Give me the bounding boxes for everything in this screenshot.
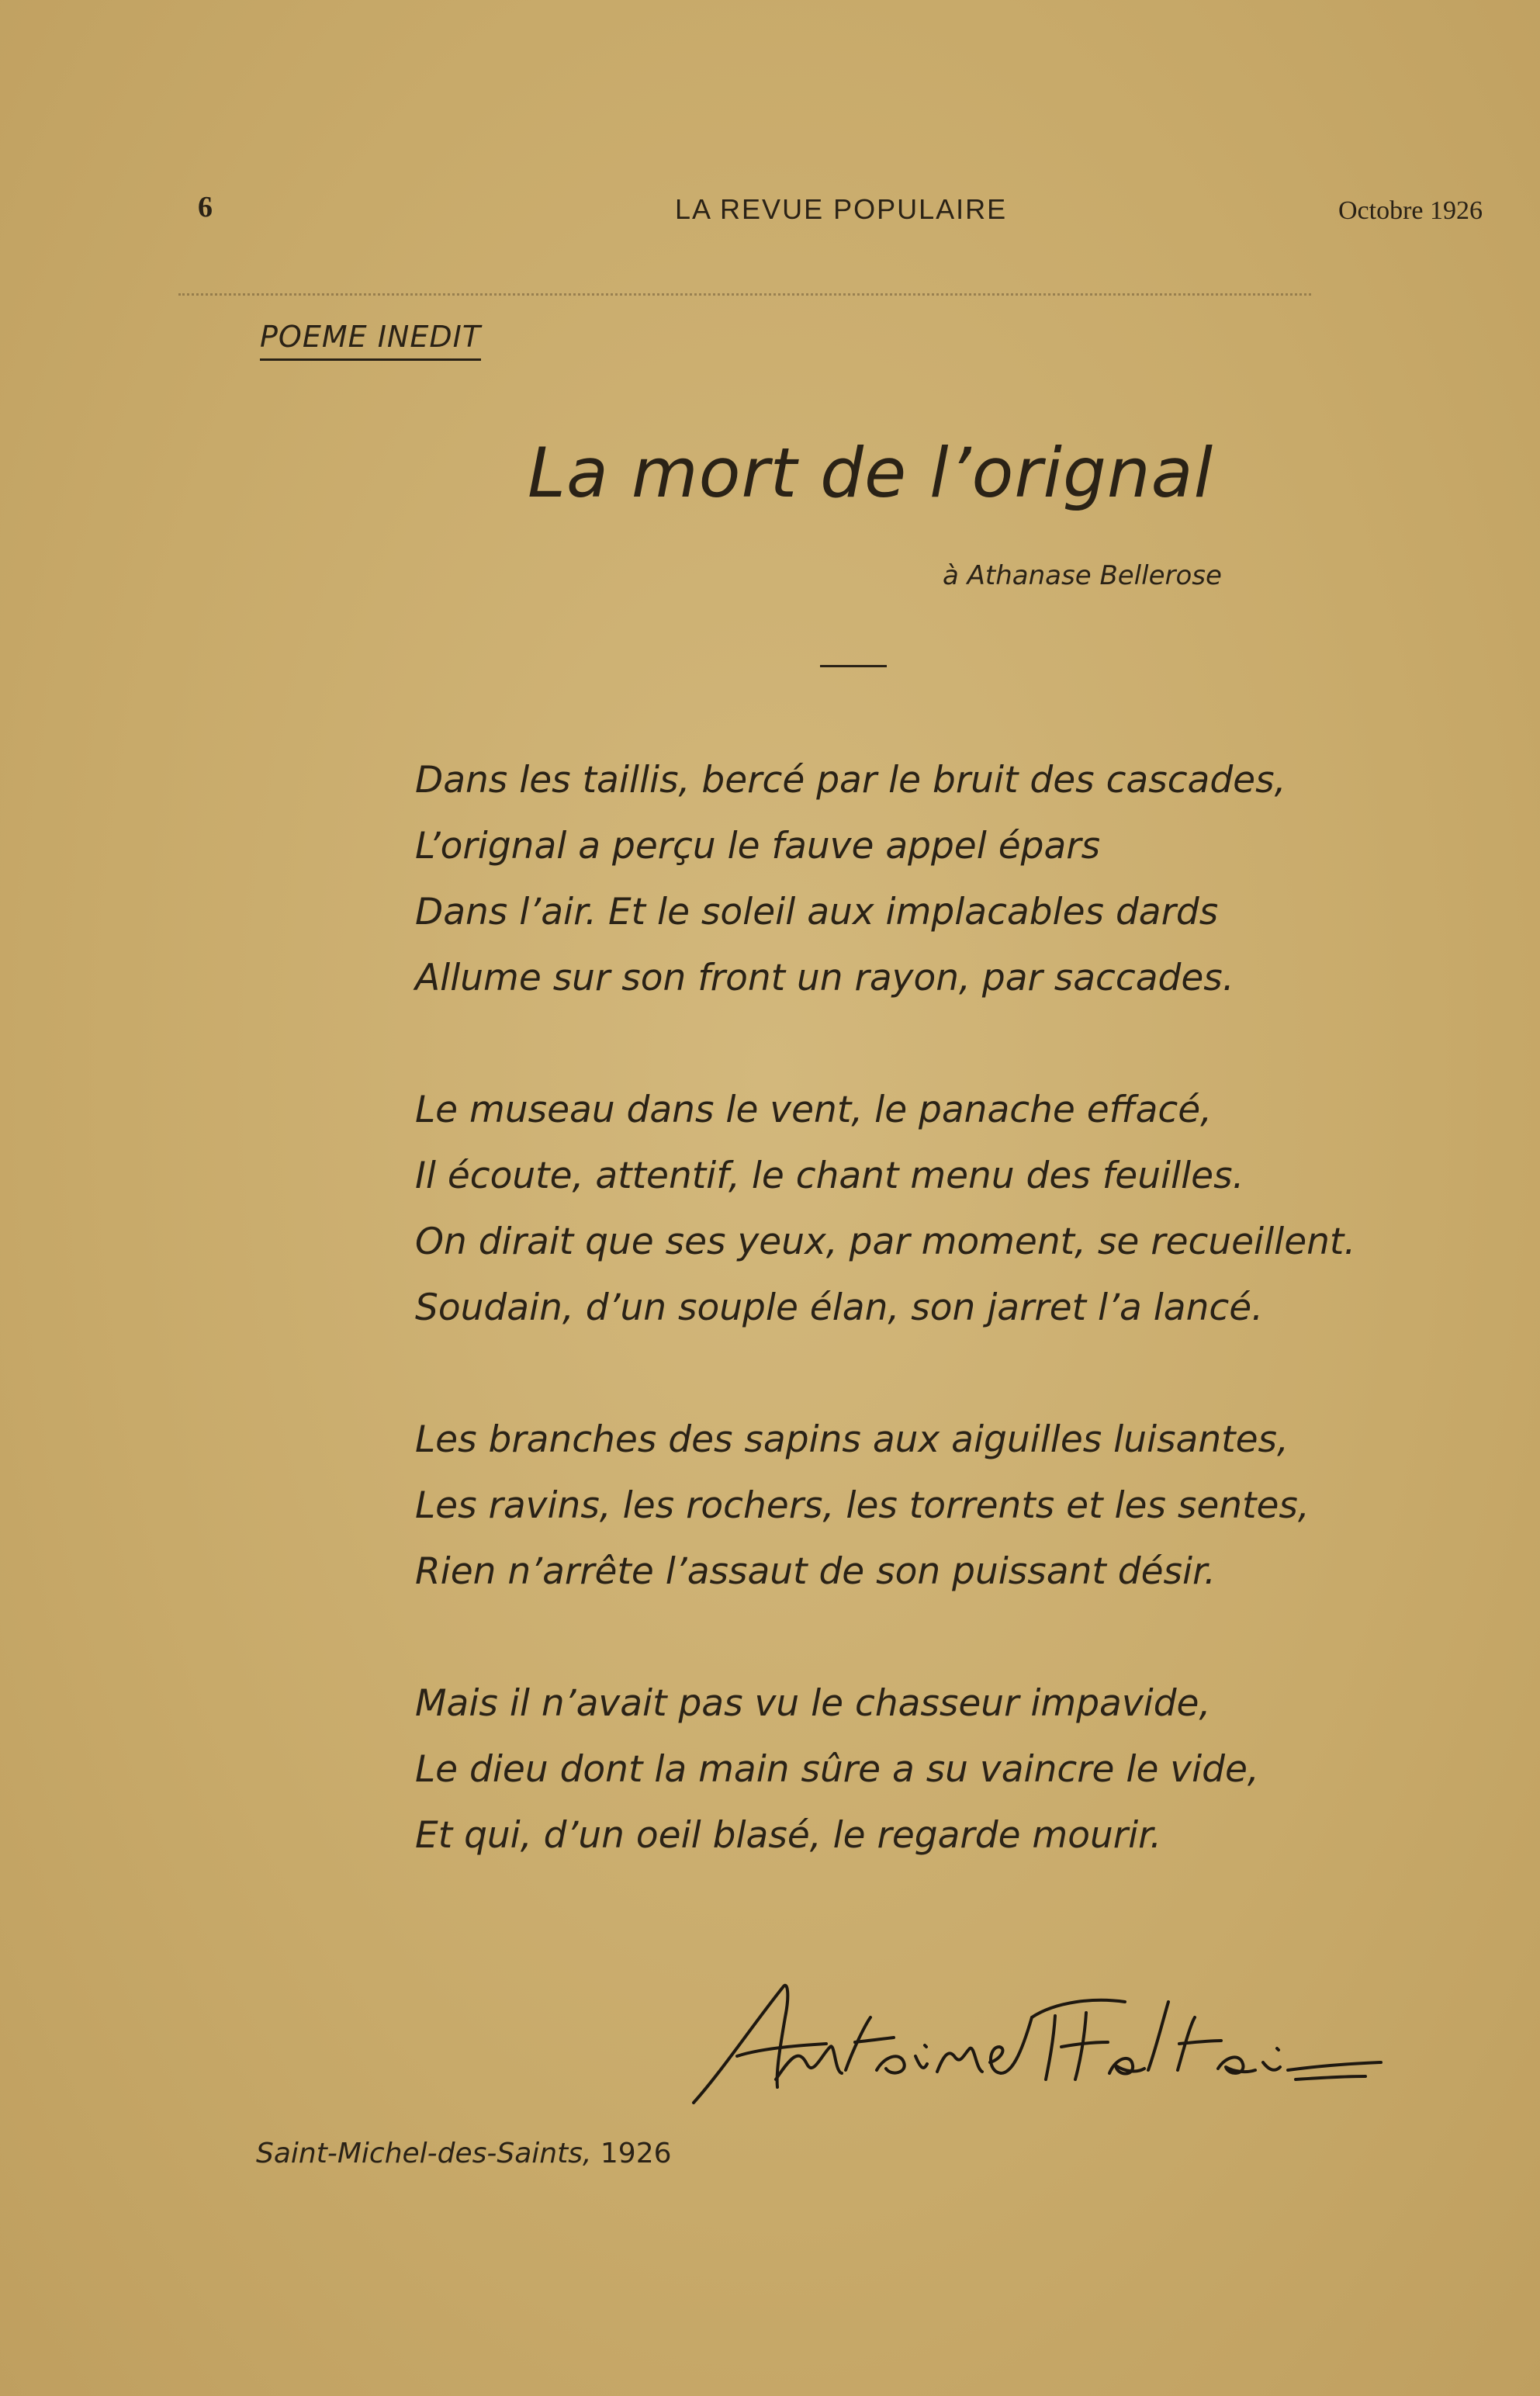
poem-line: L’orignal a perçu le fauve appel épars: [415, 825, 1101, 867]
place-name: Saint-Michel-des-Saints,: [256, 2138, 592, 2169]
page-number: 6: [198, 191, 213, 223]
poem-line: On dirait que ses yeux, par moment, se recueillent.: [415, 1221, 1356, 1263]
poem-line: Dans l’air. Et le soleil aux implacables dards: [415, 891, 1219, 933]
poem-line: Les branches des sapins aux aiguilles luisantes,: [415, 1418, 1289, 1461]
poem-line: Rien n’arrête l’assaut de son puissant désir.: [415, 1550, 1216, 1593]
section-label: POEME INEDIT: [260, 320, 481, 361]
poem-line: Allume sur son front un rayon, par saccades.: [415, 957, 1234, 999]
year: 1926: [600, 2138, 672, 2169]
poem-dedication: à Athanase Bellerose: [943, 560, 1222, 591]
stanza-1: [415, 747, 1455, 1011]
place-date: [256, 2138, 672, 2169]
poem-line: Soudain, d’un souple élan, son jarret l’a lancé.: [415, 1286, 1264, 1329]
stanza-4: [415, 1671, 1455, 1868]
poem-line: Le dieu dont la main sûre a su vaincre le vide,: [415, 1748, 1259, 1791]
poem-line: Il écoute, attentif, le chant menu des feuilles.: [415, 1155, 1244, 1197]
poem-line: Dans les taillis, bercé par le bruit des cascades,: [415, 759, 1286, 802]
journal-title: LA REVUE POPULAIRE: [675, 193, 1008, 225]
poem-title: La mort de l’orignal: [528, 433, 1214, 513]
poem-line: Le museau dans le vent, le panache effacé,: [415, 1089, 1213, 1131]
poem-line: Les ravins, les rochers, les torrents et les sentes,: [415, 1484, 1310, 1527]
issue-date: Octobre 1926: [1338, 196, 1483, 225]
poem-line: Mais il n’avait pas vu le chasseur impavide,: [415, 1682, 1211, 1725]
stanza-2: [415, 1077, 1455, 1341]
poem-line: Et qui, d’un oeil blasé, le regarde mourir.: [415, 1814, 1162, 1857]
stanza-3: [415, 1407, 1455, 1605]
poem-body: [415, 747, 1455, 1934]
author-signature: [690, 1971, 1389, 2110]
header-rule: [178, 293, 1311, 296]
title-separator: [820, 665, 887, 667]
running-head: [0, 190, 1540, 229]
